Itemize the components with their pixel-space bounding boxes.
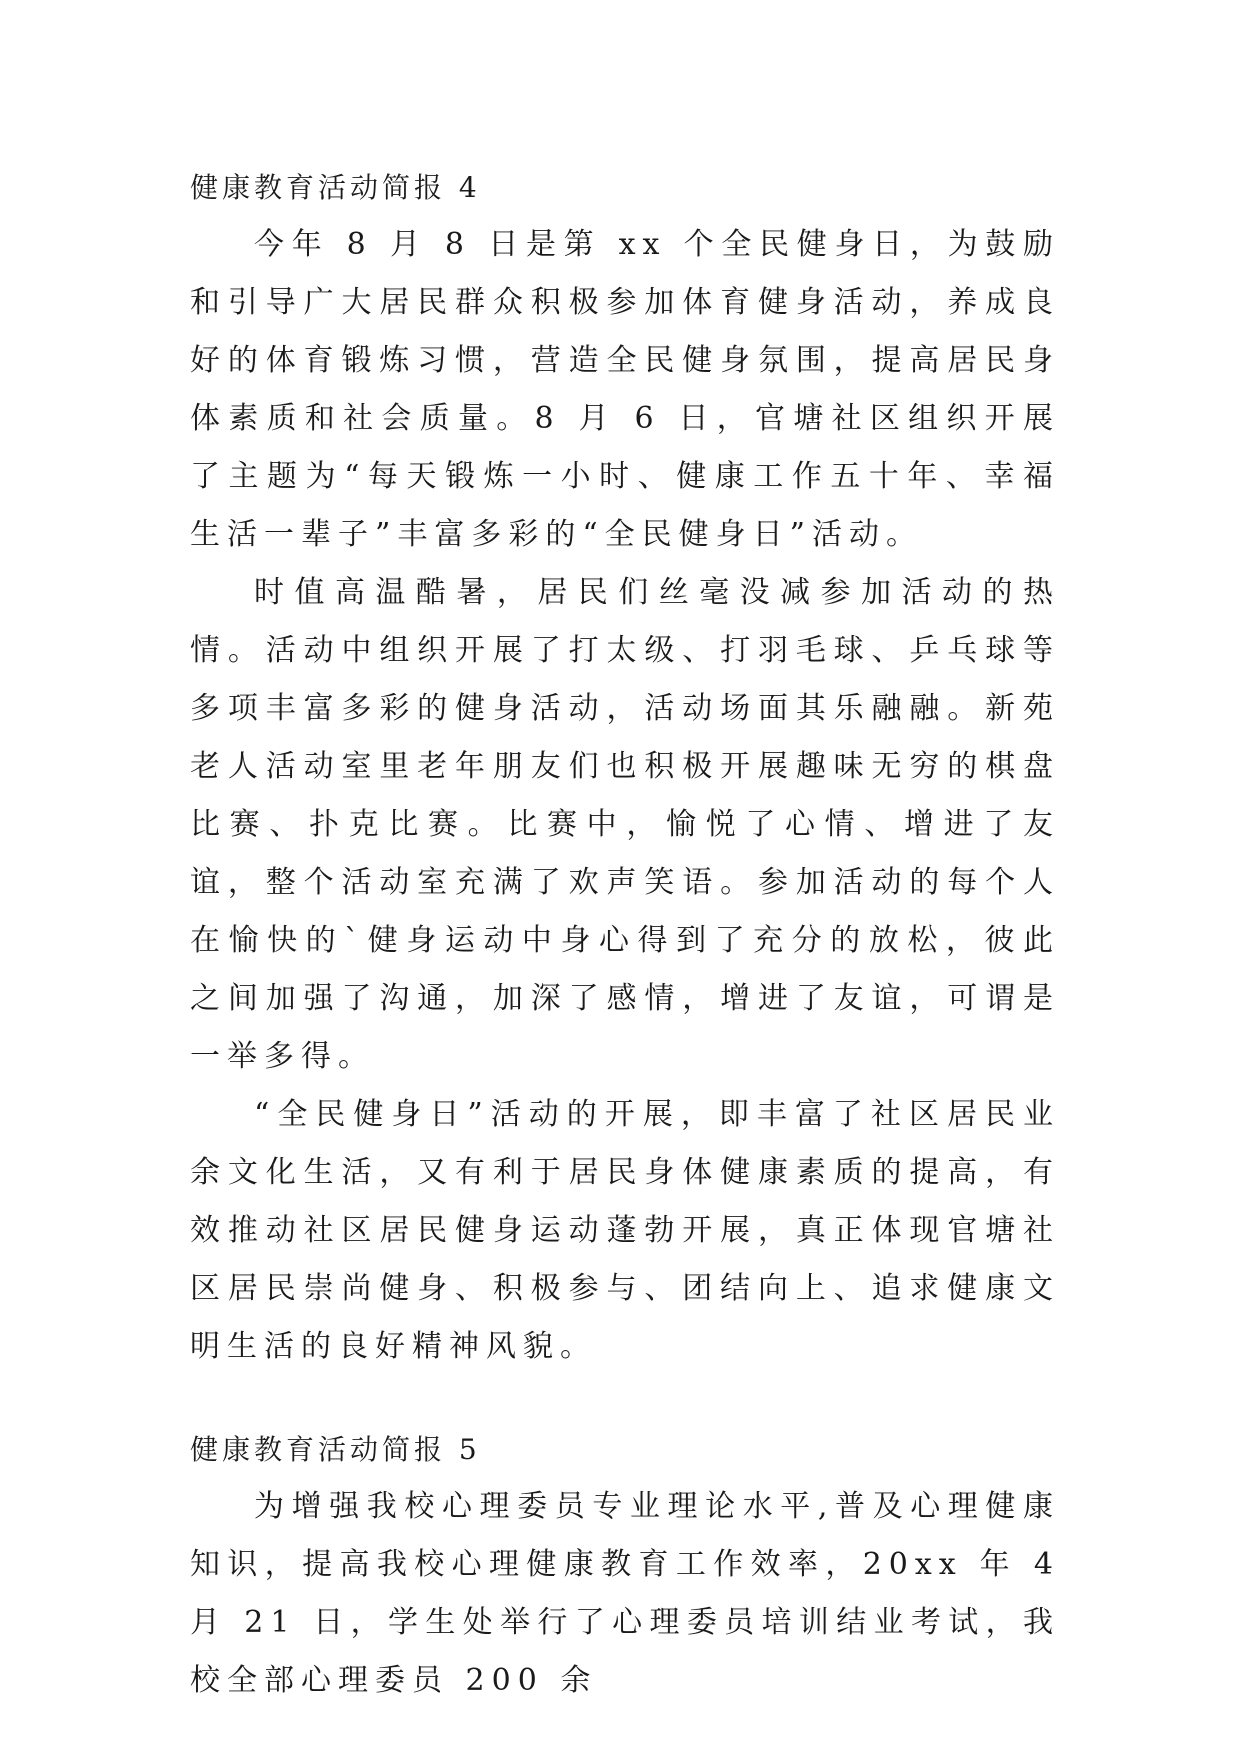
- paragraph: “全民健身日”活动的开展，即丰富了社区居民业余文化生活，又有利于居民身体健康素质的提高，有效推动社区居民健身运动蓬勃开展，真正体现官塘社区居民崇尚健身、积极参与、团结向上、追求健康文明生活的良好精神风貌。: [190, 1097, 1060, 1364]
- section-spacer: [190, 1376, 1060, 1422]
- paragraph: 时值高温酷暑，居民们丝毫没减参加活动的热情。活动中组织开展了打太级、打羽毛球、乒乓球等多项丰富多彩的健身活动，活动场面其乐融融。新苑老人活动室里老年朋友们也积极开展趣味无穷的棋盘比赛、扑克比赛。比赛中，愉悦了心情、增进了友谊，整个活动室充满了欢声笑语。参加活动的每个人在愉快的`健身运动中身心得到了充分的放松，彼此之间加强了沟通，加深了感情，增进了友谊，可谓是一举多得。: [190, 575, 1060, 1074]
- paragraph: 今年 8 月 8 日是第 xx 个全民健身日，为鼓励和引导广大居民群众积极参加体育健身活动，养成良好的体育锻炼习惯，营造全民健身氛围，提高居民身体素质和社会质量。8 月 6 日，官塘社区组织开展了主题为“每天锻炼一小时、健康工作五十年、幸福生活一辈子”丰富多彩的“全民健身日”活动。: [190, 227, 1060, 552]
- section-briefing-5: [190, 1422, 1060, 1710]
- section-heading: 健康教育活动简报 4: [190, 171, 481, 204]
- section-briefing-4: [190, 160, 1060, 1376]
- document-page: [190, 160, 1060, 1710]
- paragraph: 为增强我校心理委员专业理论水平,普及心理健康知识，提高我校心理健康教育工作效率，20xx 年 4 月 21 日，学生处举行了心理委员培训结业考试，我校全部心理委员 200 余: [190, 1489, 1060, 1698]
- section-heading: 健康教育活动简报 5: [190, 1433, 481, 1466]
